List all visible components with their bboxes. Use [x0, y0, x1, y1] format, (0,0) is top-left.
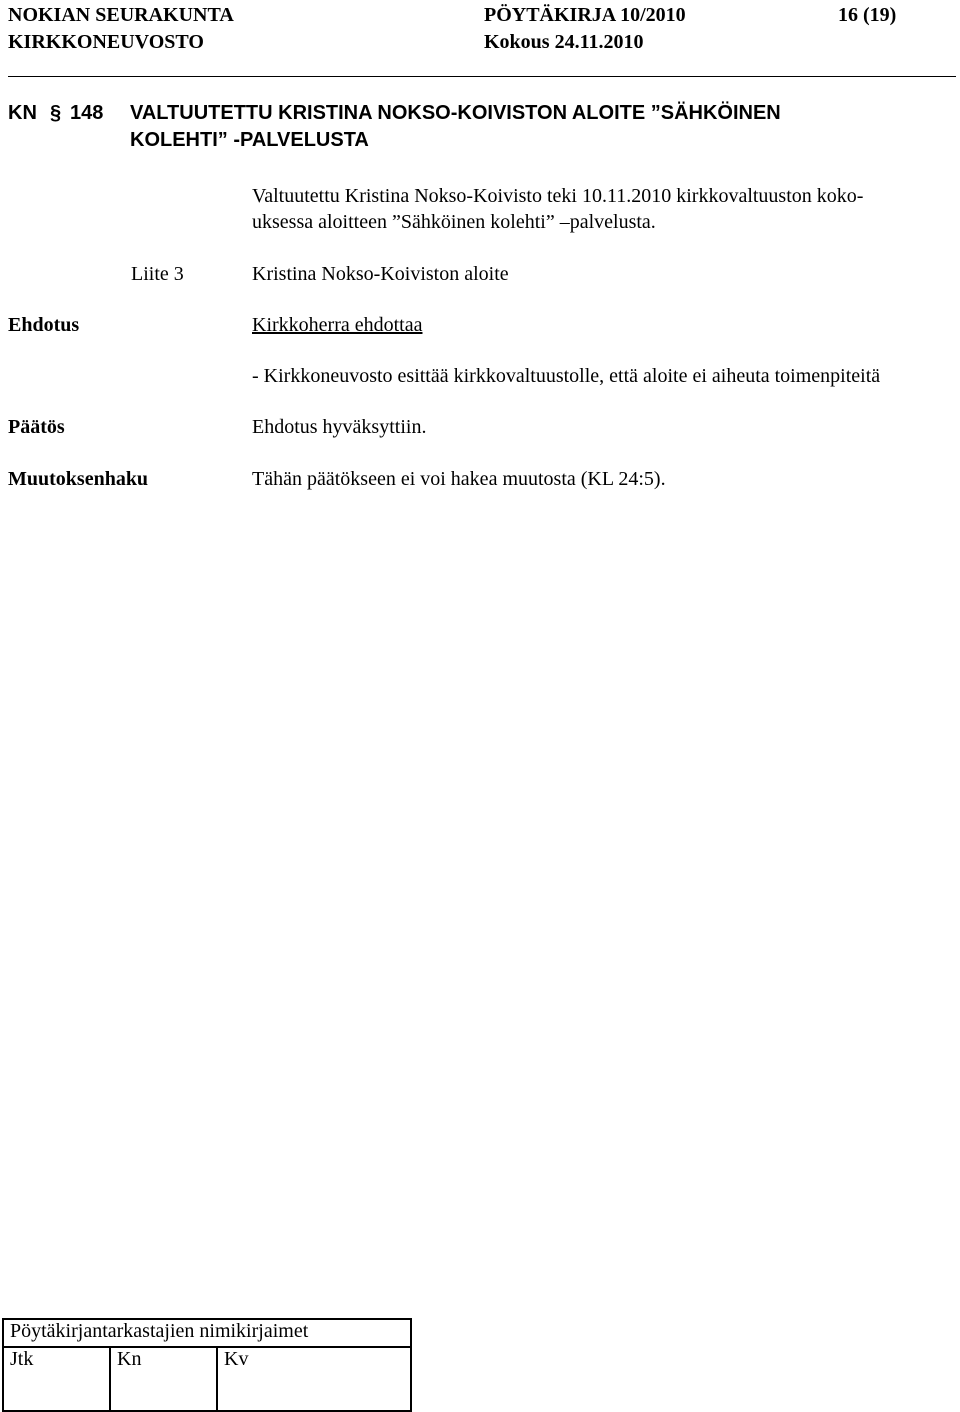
item-number: 148 [70, 102, 104, 124]
attachment-label: Liite 3 [131, 263, 184, 285]
initials-box [2, 1318, 412, 1412]
intro-line-1: Valtuutettu Kristina Nokso-Koivisto teki 10.11.2010 kirkkovaltuuston koko- [252, 185, 864, 207]
page-number: 16 (19) [838, 4, 897, 26]
appeal-label: Muutoksenhaku [8, 468, 149, 490]
header-rule [8, 76, 956, 77]
initials-cell-kn: Kn [110, 1347, 217, 1411]
decision-label: Päätös [8, 416, 65, 438]
attachment-text: Kristina Nokso-Koiviston aloite [252, 263, 509, 285]
decision-text: Ehdotus hyväksyttiin. [252, 416, 427, 438]
meeting-date: Kokous 24.11.2010 [484, 31, 644, 53]
proposal-label: Ehdotus [8, 314, 80, 336]
document-type: PÖYTÄKIRJA 10/2010 [484, 4, 686, 26]
initials-cell-jtk: Jtk [3, 1347, 110, 1411]
initials-cell-kv: Kv [217, 1347, 411, 1411]
initials-box-title: Pöytäkirjantarkastajien nimikirjaimet [3, 1319, 411, 1347]
item-title-line-2: KOLEHTI” -PALVELUSTA [130, 129, 369, 151]
organization-name: NOKIAN SEURAKUNTA [8, 4, 234, 26]
intro-line-2: uksessa aloitteen ”Sähköinen kolehti” –palvelusta. [252, 211, 656, 233]
appeal-text: Tähän päätökseen ei voi hakea muutosta (KL 24:5). [252, 468, 666, 490]
proposal-text: Kirkkoherra ehdottaa [252, 314, 423, 336]
body-name: KIRKKONEUVOSTO [8, 31, 204, 53]
section-sign: § [50, 102, 62, 124]
item-title-line-1: VALTUUTETTU KRISTINA NOKSO-KOIVISTON ALOITE ”SÄHKÖINEN [130, 102, 781, 124]
proposal-item: - Kirkkoneuvosto esittää kirkkovaltuustolle, että aloite ei aiheuta toimenpiteitä [252, 365, 881, 387]
item-prefix: KN [8, 102, 37, 124]
